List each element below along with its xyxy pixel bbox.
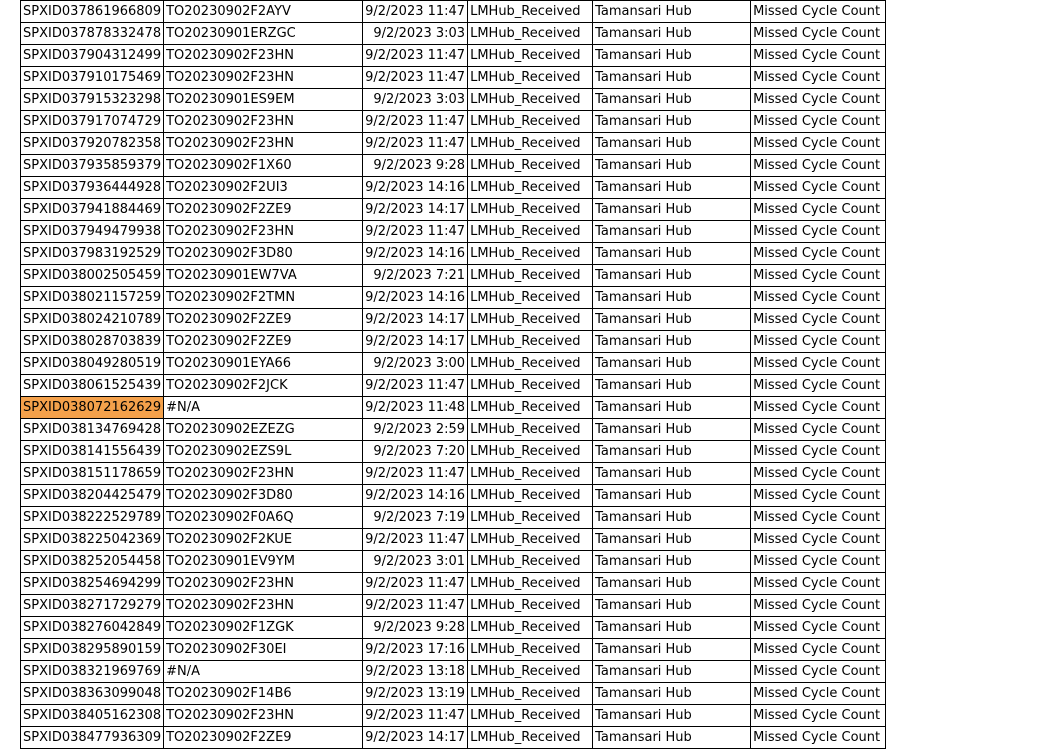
cell-datetime[interactable]: 9/2/2023 2:59	[363, 419, 468, 441]
cell-reason[interactable]: Missed Cycle Count	[751, 441, 886, 463]
cell-to-number[interactable]: TO20230902F23HN	[164, 705, 363, 727]
cell-datetime[interactable]: 9/2/2023 9:28	[363, 617, 468, 639]
cell-status[interactable]: LMHub_Received	[468, 353, 593, 375]
cell-status[interactable]: LMHub_Received	[468, 573, 593, 595]
table-row	[21, 177, 886, 199]
cell-hub[interactable]: Tamansari Hub	[593, 617, 751, 639]
cell-status[interactable]: LMHub_Received	[468, 67, 593, 89]
cell-to-number[interactable]: #N/A	[164, 397, 363, 419]
cell-status[interactable]: LMHub_Received	[468, 309, 593, 331]
table-row	[21, 419, 886, 441]
cell-status[interactable]: LMHub_Received	[468, 683, 593, 705]
cell-datetime[interactable]: 9/2/2023 11:47	[363, 133, 468, 155]
cell-status[interactable]: LMHub_Received	[468, 265, 593, 287]
cell-to-number[interactable]: TO20230902F2JCK	[164, 375, 363, 397]
cell-reason[interactable]: Missed Cycle Count	[751, 309, 886, 331]
table-row	[21, 265, 886, 287]
cell-status[interactable]: LMHub_Received	[468, 661, 593, 683]
cell-spx-id[interactable]: SPXID037861966809	[21, 1, 164, 23]
cell-to-number[interactable]: TO20230902F3D80	[164, 243, 363, 265]
cell-status[interactable]: LMHub_Received	[468, 419, 593, 441]
cell-to-number[interactable]: TO20230902F2ZE9	[164, 199, 363, 221]
cell-to-number[interactable]: TO20230902F2ZE9	[164, 727, 363, 749]
cell-spx-id[interactable]: SPXID038021157259	[21, 287, 164, 309]
cell-to-number[interactable]: TO20230902F23HN	[164, 67, 363, 89]
cell-status[interactable]: LMHub_Received	[468, 375, 593, 397]
cell-datetime[interactable]: 9/2/2023 11:47	[363, 595, 468, 617]
cell-hub[interactable]: Tamansari Hub	[593, 67, 751, 89]
cell-spx-id[interactable]: SPXID037904312499	[21, 45, 164, 67]
cell-spx-id[interactable]: SPXID037915323298	[21, 89, 164, 111]
cell-datetime[interactable]: 9/2/2023 14:16	[363, 243, 468, 265]
cell-spx-id[interactable]: SPXID037917074729	[21, 111, 164, 133]
cell-to-number[interactable]: TO20230902F23HN	[164, 463, 363, 485]
table-row	[21, 23, 886, 45]
cell-spx-id[interactable]: SPXID038276042849	[21, 617, 164, 639]
cell-spx-id[interactable]: SPXID037949479938	[21, 221, 164, 243]
cell-hub[interactable]: Tamansari Hub	[593, 221, 751, 243]
cell-hub[interactable]: Tamansari Hub	[593, 199, 751, 221]
cell-reason[interactable]: Missed Cycle Count	[751, 419, 886, 441]
cell-to-number[interactable]: TO20230902F2TMN	[164, 287, 363, 309]
cell-to-number[interactable]: TO20230901ERZGC	[164, 23, 363, 45]
cell-status[interactable]: LMHub_Received	[468, 507, 593, 529]
cell-to-number[interactable]: TO20230902F2KUE	[164, 529, 363, 551]
cell-spx-id[interactable]: SPXID038254694299	[21, 573, 164, 595]
cell-hub[interactable]: Tamansari Hub	[593, 89, 751, 111]
cell-spx-id[interactable]: SPXID037920782358	[21, 133, 164, 155]
cell-hub[interactable]: Tamansari Hub	[593, 507, 751, 529]
cell-hub[interactable]: Tamansari Hub	[593, 375, 751, 397]
cell-reason[interactable]: Missed Cycle Count	[751, 1, 886, 23]
cell-to-number[interactable]: #N/A	[164, 661, 363, 683]
cell-hub[interactable]: Tamansari Hub	[593, 661, 751, 683]
cell-status[interactable]: LMHub_Received	[468, 133, 593, 155]
cell-datetime[interactable]: 9/2/2023 14:16	[363, 177, 468, 199]
cell-status[interactable]: LMHub_Received	[468, 1, 593, 23]
cell-datetime[interactable]: 9/2/2023 14:17	[363, 309, 468, 331]
cell-to-number[interactable]: TO20230902F2ZE9	[164, 331, 363, 353]
cell-reason[interactable]: Missed Cycle Count	[751, 397, 886, 419]
cell-hub[interactable]: Tamansari Hub	[593, 265, 751, 287]
cell-reason[interactable]: Missed Cycle Count	[751, 529, 886, 551]
cell-status[interactable]: LMHub_Received	[468, 199, 593, 221]
cell-to-number[interactable]: TO20230902F23HN	[164, 595, 363, 617]
cell-to-number[interactable]: TO20230902EZS9L	[164, 441, 363, 463]
table-row	[21, 111, 886, 133]
cell-spx-id[interactable]: SPXID038321969769	[21, 661, 164, 683]
cell-to-number[interactable]: TO20230902F2AYV	[164, 1, 363, 23]
cell-spx-id[interactable]: SPXID037878332478	[21, 23, 164, 45]
cell-reason[interactable]: Missed Cycle Count	[751, 287, 886, 309]
table-row	[21, 243, 886, 265]
cell-reason[interactable]: Missed Cycle Count	[751, 243, 886, 265]
cell-spx-id[interactable]: SPXID037941884469	[21, 199, 164, 221]
table-row	[21, 661, 886, 683]
cell-status[interactable]: LMHub_Received	[468, 287, 593, 309]
cell-reason[interactable]: Missed Cycle Count	[751, 67, 886, 89]
cell-spx-id[interactable]: SPXID038225042369	[21, 529, 164, 551]
table-row	[21, 595, 886, 617]
cell-hub[interactable]: Tamansari Hub	[593, 463, 751, 485]
cell-status[interactable]: LMHub_Received	[468, 397, 593, 419]
spreadsheet-grid	[20, 0, 886, 749]
table-row	[21, 331, 886, 353]
cell-datetime[interactable]: 9/2/2023 11:47	[363, 375, 468, 397]
cell-spx-id[interactable]: SPXID038477936309	[21, 727, 164, 749]
cell-status[interactable]: LMHub_Received	[468, 45, 593, 67]
cell-datetime[interactable]: 9/2/2023 14:16	[363, 287, 468, 309]
cell-reason[interactable]: Missed Cycle Count	[751, 375, 886, 397]
cell-status[interactable]: LMHub_Received	[468, 441, 593, 463]
cell-hub[interactable]: Tamansari Hub	[593, 111, 751, 133]
cell-to-number[interactable]: TO20230902F23HN	[164, 133, 363, 155]
cell-hub[interactable]: Tamansari Hub	[593, 1, 751, 23]
cell-spx-id[interactable]: SPXID038252054458	[21, 551, 164, 573]
table-row	[21, 353, 886, 375]
cell-datetime[interactable]: 9/2/2023 17:16	[363, 639, 468, 661]
table-row	[21, 463, 886, 485]
table-row	[21, 67, 886, 89]
cell-spx-id[interactable]: SPXID037910175469	[21, 67, 164, 89]
cell-reason[interactable]: Missed Cycle Count	[751, 573, 886, 595]
table-row	[21, 1, 886, 23]
table-row	[21, 727, 886, 749]
cell-datetime[interactable]: 9/2/2023 14:16	[363, 485, 468, 507]
cell-hub[interactable]: Tamansari Hub	[593, 177, 751, 199]
cell-spx-id[interactable]: SPXID037983192529	[21, 243, 164, 265]
cell-hub[interactable]: Tamansari Hub	[593, 23, 751, 45]
table-row	[21, 89, 886, 111]
cell-hub[interactable]: Tamansari Hub	[593, 353, 751, 375]
cell-hub[interactable]: Tamansari Hub	[593, 133, 751, 155]
cell-status[interactable]: LMHub_Received	[468, 89, 593, 111]
cell-hub[interactable]: Tamansari Hub	[593, 551, 751, 573]
table-row	[21, 639, 886, 661]
cell-reason[interactable]: Missed Cycle Count	[751, 551, 886, 573]
cell-datetime[interactable]: 9/2/2023 11:47	[363, 1, 468, 23]
cell-hub[interactable]: Tamansari Hub	[593, 419, 751, 441]
cell-datetime[interactable]: 9/2/2023 7:21	[363, 265, 468, 287]
cell-reason[interactable]: Missed Cycle Count	[751, 617, 886, 639]
cell-spx-id[interactable]: SPXID038061525439	[21, 375, 164, 397]
table-row	[21, 529, 886, 551]
cell-to-number[interactable]: TO20230901ES9EM	[164, 89, 363, 111]
cell-hub[interactable]: Tamansari Hub	[593, 639, 751, 661]
table-row	[21, 441, 886, 463]
table-row	[21, 485, 886, 507]
cell-status[interactable]: LMHub_Received	[468, 23, 593, 45]
cell-datetime[interactable]: 9/2/2023 3:01	[363, 551, 468, 573]
cell-hub[interactable]: Tamansari Hub	[593, 45, 751, 67]
cell-hub[interactable]: Tamansari Hub	[593, 155, 751, 177]
cell-spx-id[interactable]: SPXID038028703839	[21, 331, 164, 353]
cell-status[interactable]: LMHub_Received	[468, 463, 593, 485]
cell-to-number[interactable]: TO20230902EZEZG	[164, 419, 363, 441]
cell-status[interactable]: LMHub_Received	[468, 243, 593, 265]
table-row	[21, 221, 886, 243]
cell-datetime[interactable]: 9/2/2023 3:00	[363, 353, 468, 375]
cell-spx-id[interactable]: SPXID038049280519	[21, 353, 164, 375]
cell-to-number[interactable]: TO20230901EV9YM	[164, 551, 363, 573]
cell-hub[interactable]: Tamansari Hub	[593, 595, 751, 617]
cell-datetime[interactable]: 9/2/2023 11:47	[363, 463, 468, 485]
cell-spx-id[interactable]: SPXID038222529789	[21, 507, 164, 529]
cell-datetime[interactable]: 9/2/2023 11:47	[363, 573, 468, 595]
cell-hub[interactable]: Tamansari Hub	[593, 529, 751, 551]
cell-spx-id[interactable]: SPXID038405162308	[21, 705, 164, 727]
cell-to-number[interactable]: TO20230902F23HN	[164, 111, 363, 133]
cell-hub[interactable]: Tamansari Hub	[593, 309, 751, 331]
cell-status[interactable]: LMHub_Received	[468, 617, 593, 639]
cell-status[interactable]: LMHub_Received	[468, 155, 593, 177]
cell-to-number[interactable]: TO20230902F14B6	[164, 683, 363, 705]
cell-hub[interactable]: Tamansari Hub	[593, 573, 751, 595]
table-row	[21, 573, 886, 595]
cell-hub[interactable]: Tamansari Hub	[593, 727, 751, 749]
cell-status[interactable]: LMHub_Received	[468, 221, 593, 243]
cell-reason[interactable]: Missed Cycle Count	[751, 353, 886, 375]
cell-reason[interactable]: Missed Cycle Count	[751, 661, 886, 683]
table-row	[21, 507, 886, 529]
table-row	[21, 45, 886, 67]
table-row	[21, 375, 886, 397]
cell-reason[interactable]: Missed Cycle Count	[751, 177, 886, 199]
cell-reason[interactable]: Missed Cycle Count	[751, 727, 886, 749]
cell-datetime[interactable]: 9/2/2023 11:48	[363, 397, 468, 419]
cell-datetime[interactable]: 9/2/2023 11:47	[363, 529, 468, 551]
cell-status[interactable]: LMHub_Received	[468, 485, 593, 507]
cell-datetime[interactable]: 9/2/2023 9:28	[363, 155, 468, 177]
cell-hub[interactable]: Tamansari Hub	[593, 441, 751, 463]
cell-datetime[interactable]: 9/2/2023 11:47	[363, 221, 468, 243]
cell-to-number[interactable]: TO20230901EYA66	[164, 353, 363, 375]
table-row	[21, 199, 886, 221]
cell-datetime[interactable]: 9/2/2023 13:19	[363, 683, 468, 705]
cell-reason[interactable]: Missed Cycle Count	[751, 221, 886, 243]
cell-datetime[interactable]: 9/2/2023 13:18	[363, 661, 468, 683]
cell-status[interactable]: LMHub_Received	[468, 705, 593, 727]
cell-spx-id[interactable]: SPXID037935859379	[21, 155, 164, 177]
cell-reason[interactable]: Missed Cycle Count	[751, 485, 886, 507]
cell-status[interactable]: LMHub_Received	[468, 595, 593, 617]
cell-spx-id[interactable]: SPXID038134769428	[21, 419, 164, 441]
cell-datetime[interactable]: 9/2/2023 7:20	[363, 441, 468, 463]
cell-datetime[interactable]: 9/2/2023 14:17	[363, 331, 468, 353]
cell-spx-id[interactable]: SPXID038151178659	[21, 463, 164, 485]
cell-reason[interactable]: Missed Cycle Count	[751, 133, 886, 155]
cell-spx-id[interactable]: SPXID038141556439	[21, 441, 164, 463]
cell-datetime[interactable]: 9/2/2023 14:17	[363, 199, 468, 221]
cell-status[interactable]: LMHub_Received	[468, 551, 593, 573]
cell-spx-id[interactable]: SPXID038204425479	[21, 485, 164, 507]
cell-reason[interactable]: Missed Cycle Count	[751, 89, 886, 111]
cell-datetime[interactable]: 9/2/2023 3:03	[363, 23, 468, 45]
cell-reason[interactable]: Missed Cycle Count	[751, 683, 886, 705]
cell-spx-id-highlighted[interactable]: SPXID038072162629	[21, 397, 164, 419]
cell-to-number[interactable]: TO20230901EW7VA	[164, 265, 363, 287]
cell-datetime[interactable]: 9/2/2023 11:47	[363, 67, 468, 89]
cell-reason[interactable]: Missed Cycle Count	[751, 463, 886, 485]
cell-to-number[interactable]: TO20230902F23HN	[164, 221, 363, 243]
cell-reason[interactable]: Missed Cycle Count	[751, 199, 886, 221]
cell-reason[interactable]: Missed Cycle Count	[751, 265, 886, 287]
cell-datetime[interactable]: 9/2/2023 7:19	[363, 507, 468, 529]
cell-spx-id[interactable]: SPXID038024210789	[21, 309, 164, 331]
cell-status[interactable]: LMHub_Received	[468, 111, 593, 133]
cell-reason[interactable]: Missed Cycle Count	[751, 507, 886, 529]
cell-reason[interactable]: Missed Cycle Count	[751, 111, 886, 133]
table-row	[21, 683, 886, 705]
cell-spx-id[interactable]: SPXID038295890159	[21, 639, 164, 661]
cell-hub[interactable]: Tamansari Hub	[593, 705, 751, 727]
cell-to-number[interactable]: TO20230902F23HN	[164, 573, 363, 595]
cell-reason[interactable]: Missed Cycle Count	[751, 639, 886, 661]
cell-spx-id[interactable]: SPXID038271729279	[21, 595, 164, 617]
table-row	[21, 551, 886, 573]
cell-status[interactable]: LMHub_Received	[468, 727, 593, 749]
table-row	[21, 705, 886, 727]
cell-reason[interactable]: Missed Cycle Count	[751, 23, 886, 45]
spreadsheet-body	[21, 1, 886, 749]
table-row	[21, 397, 886, 419]
cell-status[interactable]: LMHub_Received	[468, 639, 593, 661]
cell-reason[interactable]: Missed Cycle Count	[751, 155, 886, 177]
cell-datetime[interactable]: 9/2/2023 11:47	[363, 705, 468, 727]
cell-reason[interactable]: Missed Cycle Count	[751, 705, 886, 727]
cell-hub[interactable]: Tamansari Hub	[593, 683, 751, 705]
cell-hub[interactable]: Tamansari Hub	[593, 243, 751, 265]
cell-hub[interactable]: Tamansari Hub	[593, 331, 751, 353]
cell-to-number[interactable]: TO20230902F2UI3	[164, 177, 363, 199]
cell-to-number[interactable]: TO20230902F1X60	[164, 155, 363, 177]
cell-spx-id[interactable]: SPXID038363099048	[21, 683, 164, 705]
cell-hub[interactable]: Tamansari Hub	[593, 485, 751, 507]
table-row	[21, 287, 886, 309]
cell-to-number[interactable]: TO20230902F30EI	[164, 639, 363, 661]
table-row	[21, 155, 886, 177]
cell-spx-id[interactable]: SPXID038002505459	[21, 265, 164, 287]
cell-status[interactable]: LMHub_Received	[468, 529, 593, 551]
cell-status[interactable]: LMHub_Received	[468, 177, 593, 199]
table-row	[21, 309, 886, 331]
cell-reason[interactable]: Missed Cycle Count	[751, 331, 886, 353]
cell-spx-id[interactable]: SPXID037936444928	[21, 177, 164, 199]
cell-datetime[interactable]: 9/2/2023 11:47	[363, 45, 468, 67]
cell-datetime[interactable]: 9/2/2023 14:17	[363, 727, 468, 749]
cell-hub[interactable]: Tamansari Hub	[593, 287, 751, 309]
cell-reason[interactable]: Missed Cycle Count	[751, 45, 886, 67]
cell-to-number[interactable]: TO20230902F23HN	[164, 45, 363, 67]
table-row	[21, 133, 886, 155]
cell-to-number[interactable]: TO20230902F2ZE9	[164, 309, 363, 331]
cell-reason[interactable]: Missed Cycle Count	[751, 595, 886, 617]
cell-status[interactable]: LMHub_Received	[468, 331, 593, 353]
table-row	[21, 617, 886, 639]
cell-to-number[interactable]: TO20230902F3D80	[164, 485, 363, 507]
cell-hub[interactable]: Tamansari Hub	[593, 397, 751, 419]
cell-to-number[interactable]: TO20230902F1ZGK	[164, 617, 363, 639]
cell-to-number[interactable]: TO20230902F0A6Q	[164, 507, 363, 529]
cell-datetime[interactable]: 9/2/2023 3:03	[363, 89, 468, 111]
cell-datetime[interactable]: 9/2/2023 11:47	[363, 111, 468, 133]
